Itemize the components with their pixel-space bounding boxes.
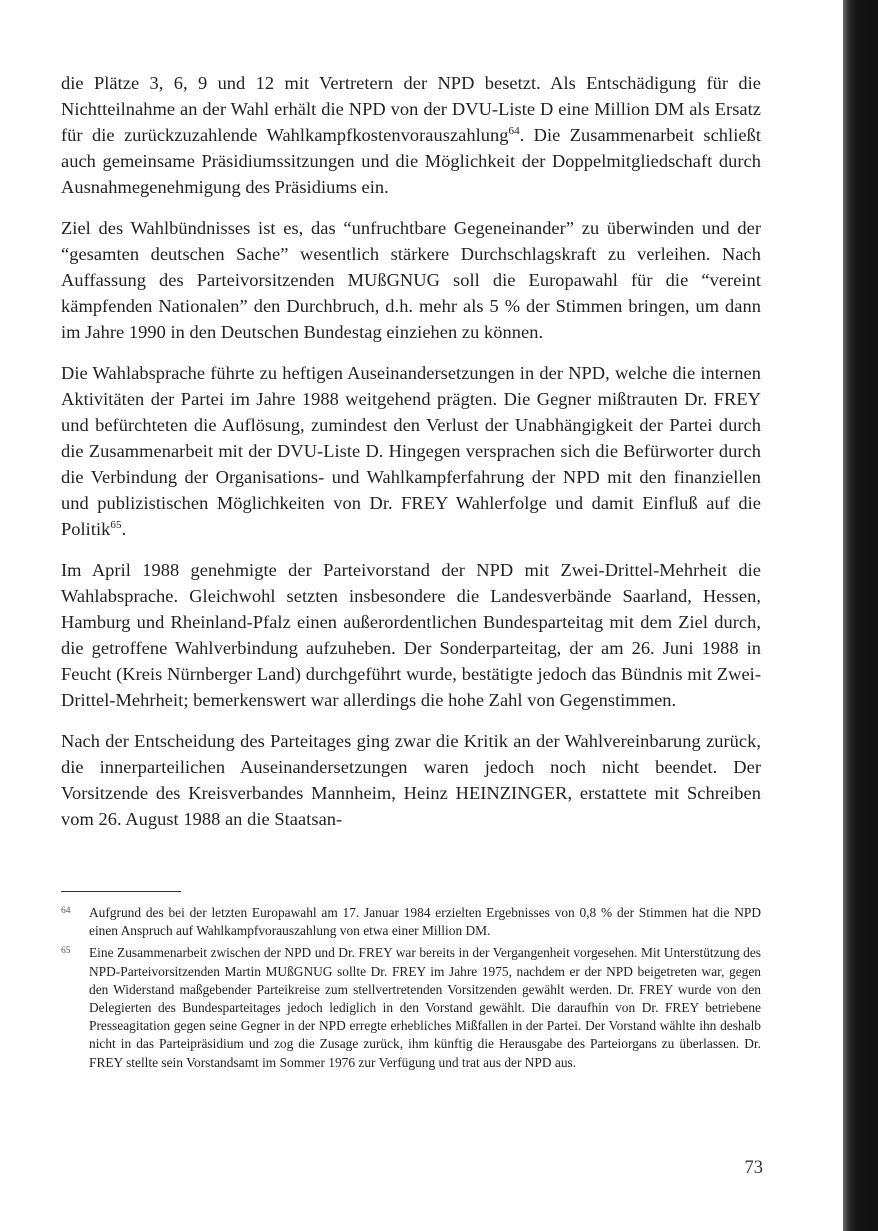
page-number: 73 <box>744 1158 763 1178</box>
footnote <box>61 944 761 1071</box>
footnote-number: 64 <box>61 906 71 916</box>
body-text <box>61 70 761 847</box>
paragraph: Ziel des Wahlbündnisses ist es, das “unfruchtbare Gegeneinander” zu überwinden und der “gesamten deutschen Sache” wesentlich stärkere Durchschlagskraft zu verleihen. Nach Auffassung des Parteivorsitzenden MUßGNUG soll die Europawahl für die “vereint kämpfenden Nationalen” den Durchbruch, d.h. mehr als 5 % der Stimmen bringen, um dann im Jahre 1990 in den Deutschen Bundestag einziehen zu können. <box>61 218 761 342</box>
footnote-separator <box>61 891 181 892</box>
paragraph: Nach der Entscheidung des Parteitages ging zwar die Kritik an der Wahlvereinbarung zurück, die innerparteilichen Auseinandersetzungen waren jedoch noch nicht beendet. Der Vorsitzende des Kreisverbandes Mannheim, Heinz HEINZINGER, erstattete mit Schreiben vom 26. August 1988 an die Staatsan- <box>61 731 761 829</box>
footnote-reference[interactable]: 65 <box>110 518 122 531</box>
paragraph: Im April 1988 genehmigte der Parteivorstand der NPD mit Zwei-Drittel-Mehrheit die Wahlabsprache. Gleichwohl setzten insbesondere die Landesverbände Saarland, Hessen, Hamburg und Rheinland-Pfalz einen außerordentlichen Bundesparteitag mit dem Ziel durch, die getroffene Wahlverbindung aufzuheben. Der Sonderparteitag, der am 26. Juni 1988 in Feucht (Kreis Nürnberger Land) durchgeführt wurde, bestätigte jedoch das Bündnis mit Zwei-Drittel-Mehrheit; bemerkenswert war allerdings die hohe Zahl von Gegenstimmen. <box>61 560 761 710</box>
footnote-text: Aufgrund des bei der letzten Europawahl am 17. Januar 1984 erzielten Ergebnisses von 0,8 % der Stimmen hat die NPD einen Anspruch auf Wahlkampfvorauszahlung von etwa einer Million DM. <box>89 905 761 939</box>
paragraph: die Plätze 3, 6, 9 und 12 mit Vertretern der NPD besetzt. Als Entschädigung für die Nichtteilnahme an der Wahl erhält die NPD von der DVU-Liste D eine Million DM als Ersatz für die zurückzuzahlende Wahlkampfkostenvorauszahlung$^{64}$. Die Zusammenarbeit schließt auch gemeinsame Präsidiumssitzungen und die Möglichkeit der Doppelmitgliedschaft durch Ausnahmegenehmigung des Präsidiums ein. <box>61 73 761 197</box>
footnote-reference[interactable]: 64 <box>508 124 520 137</box>
footnote-text: Eine Zusammenarbeit zwischen der NPD und Dr. FREY war bereits in der Vergangenheit vorgesehen. Mit Unterstützung des NPD-Parteivorsitzenden Martin MUßGNUG sollte Dr. FREY im Jahre 1975, nachdem er der NPD beigetreten war, gegen den Widerstand maßgebender Parteikreise zum stellvertretenden Vorsitzenden gewählt werden. Dr. FREY wurde von den Delegierten des Bundesparteitages jedoch lediglich in den Vorstand gewählt. Die daraufhin von Dr. FREY betriebene Presseagitation gegen seine Gegner in der NPD erregte erhebliches Mißfallen in der Partei. Der Vorstand wählte ihn deshalb nicht in das Parteipräsidium und zog die Zusage zurück, ihm künftig die Herausgabe des Parteiorgans zu überlassen. Dr. FREY stellte sein Vorstandsamt im Sommer 1976 zur Verfügung und trat aus der NPD aus. <box>89 945 761 1070</box>
scan-dark-edge <box>843 0 878 1231</box>
footnote <box>61 904 761 940</box>
paragraph: Die Wahlabsprache führte zu heftigen Auseinandersetzungen in der NPD, welche die internen Aktivitäten der Partei im Jahre 1988 weitgehend prägten. Die Gegner mißtrauten Dr. FREY und befürchteten die Auflösung, zumindest den Verlust der Unabhängigkeit der Partei durch die Zusammenarbeit mit der DVU-Liste D. Hingegen versprachen sich die Befürworter durch die Verbindung der Organisations- und Wahlkampferfahrung der NPD mit den finanziellen und publizistischen Möglichkeiten von Dr. FREY Wahlerfolge und damit Einfluß auf die Politik$^{65}$. <box>61 363 761 539</box>
footnote-number: 65 <box>61 946 71 957</box>
footnotes <box>61 904 761 1076</box>
